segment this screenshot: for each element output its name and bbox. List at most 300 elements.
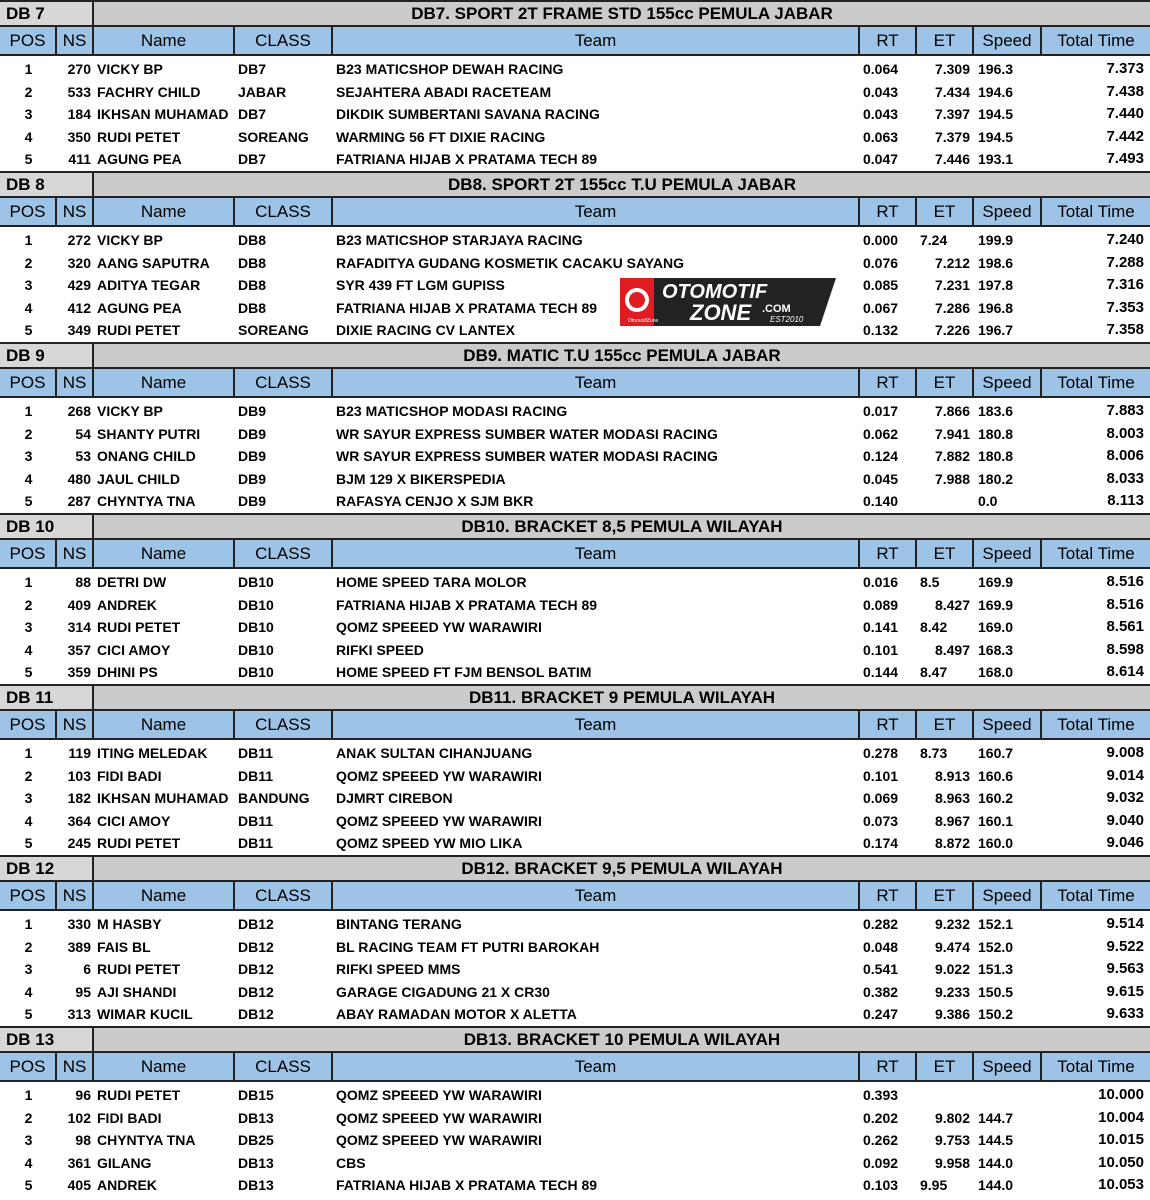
cell-name: GILANG [97, 1154, 152, 1171]
table-row [0, 639, 1150, 662]
cell-et: 9.022 [934, 961, 970, 978]
cell-class: DB11 [238, 835, 274, 852]
cell-et: 8.913 [934, 767, 970, 784]
header-et: ET [917, 882, 974, 909]
header-et: ET [917, 1053, 974, 1080]
cell-name: RUDI PETET [97, 961, 181, 978]
header-rt: RT [860, 882, 917, 909]
cell-pos: 5 [24, 664, 33, 681]
cell-name: DETRI DW [97, 574, 167, 590]
cell-speed: 194.6 [978, 83, 1014, 100]
cell-total-time: 8.113 [1107, 492, 1144, 510]
cell-class: DB8 [238, 299, 267, 316]
cell-speed: 197.8 [978, 277, 1014, 294]
header-pos: POS [0, 198, 57, 225]
cell-et: 8.73 [920, 745, 948, 761]
cell-ns: 53 [75, 448, 91, 465]
cell-ns: 361 [67, 1154, 91, 1171]
cell-team: SYR 439 FT LGM GUPISS [336, 277, 505, 294]
cell-total-time: 7.240 [1106, 231, 1144, 248]
section-title-row [0, 684, 1150, 711]
cell-pos: 4 [24, 983, 33, 1000]
header-pos: POS [0, 1053, 57, 1080]
header-name: Name [94, 27, 235, 54]
watermark-line2: ZONE [690, 300, 752, 325]
cell-rt: 0.124 [863, 448, 899, 465]
cell-name: VICKY BP [97, 232, 163, 248]
header-total-time: Total Time [1057, 886, 1135, 905]
table-row [0, 468, 1150, 491]
cell-name: IKHSAN MUHAMAD [97, 790, 229, 807]
cell-class: DB9 [238, 403, 267, 419]
otomotifzone-watermark-logo [620, 278, 836, 326]
cell-class: JABAR [238, 83, 287, 100]
cell-class: DB7 [238, 106, 267, 123]
cell-class: DB13 [238, 1154, 274, 1171]
race-class-section [0, 342, 1150, 513]
cell-ns: 364 [67, 812, 91, 829]
header-ns: NS [57, 1053, 94, 1080]
cell-rt: 0.048 [863, 938, 899, 955]
table-row [0, 571, 1150, 594]
cell-class: DB11 [238, 745, 274, 761]
table-row [0, 445, 1150, 468]
cell-name: CICI AMOY [97, 812, 171, 829]
table-row [0, 252, 1150, 275]
cell-rt: 0.017 [863, 403, 899, 419]
header-team: Team [333, 711, 860, 738]
header-speed: Speed [974, 1053, 1042, 1080]
cell-team: CBS [336, 1154, 366, 1171]
header-et: ET [917, 540, 974, 567]
header-team: Team [333, 369, 860, 396]
cell-ns: 357 [67, 641, 91, 658]
cell-pos: 3 [24, 1132, 33, 1149]
cell-ns: 95 [75, 983, 91, 1000]
cell-speed: 160.1 [978, 812, 1014, 829]
cell-ns: 88 [75, 574, 91, 590]
cell-et: 7.866 [934, 403, 970, 419]
cell-total-time: 7.353 [1106, 298, 1144, 316]
cell-class: DB7 [238, 151, 267, 168]
cell-et: 8.497 [934, 641, 970, 658]
header-class: CLASS [235, 540, 333, 567]
cell-et: 9.753 [934, 1132, 970, 1149]
cell-speed: 160.6 [978, 767, 1014, 784]
cell-rt: 0.043 [863, 106, 899, 123]
header-rt: RT [860, 198, 917, 225]
cell-pos: 3 [24, 448, 33, 465]
cell-class: DB11 [238, 812, 274, 829]
cell-rt: 0.064 [863, 61, 899, 77]
cell-speed: 144.0 [978, 1154, 1014, 1171]
cell-team: WARMING 56 FT DIXIE RACING [336, 128, 546, 145]
result-rows [0, 911, 1150, 1026]
cell-team: DIKDIK SUMBERTANI SAVANA RACING [336, 106, 600, 123]
cell-et: 7.309 [934, 61, 970, 77]
column-header-row [0, 198, 1150, 227]
result-rows [0, 56, 1150, 171]
cell-team: BJM 129 X BIKERSPEDIA [336, 470, 506, 487]
cell-rt: 0.000 [863, 232, 899, 248]
header-et: ET [917, 198, 974, 225]
table-row [0, 832, 1150, 855]
cell-name: AANG SAPUTRA [97, 254, 210, 271]
cell-name: ONANG CHILD [97, 448, 196, 465]
cell-team: FATRIANA HIJAB X PRATAMA TECH 89 [336, 299, 598, 316]
result-rows [0, 1082, 1150, 1197]
cell-name: DHINI PS [97, 664, 158, 681]
header-name: Name [94, 540, 235, 567]
header-speed: Speed [974, 27, 1042, 54]
header-ns: NS [57, 27, 94, 54]
cell-ns: 96 [75, 1087, 91, 1103]
cell-team: B23 MATICSHOP MODASI RACING [336, 403, 568, 419]
table-row [0, 936, 1150, 959]
column-header-row [0, 1053, 1150, 1082]
cell-name: RUDI PETET [97, 128, 181, 145]
race-class-section [0, 171, 1150, 342]
cell-ns: 54 [75, 425, 91, 442]
cell-rt: 0.144 [863, 664, 899, 681]
cell-class: DB10 [238, 596, 274, 613]
cell-pos: 1 [24, 916, 33, 932]
section-title-row [0, 1026, 1150, 1053]
header-total-time: Total Time [1057, 31, 1135, 50]
header-total-time: Total Time [1057, 373, 1135, 392]
cell-speed: 180.2 [978, 470, 1014, 487]
table-row [0, 81, 1150, 104]
class-code: DB 12 [0, 857, 94, 880]
cell-name: AGUNG PEA [97, 299, 182, 316]
cell-total-time: 9.046 [1106, 834, 1144, 852]
race-class-section [0, 684, 1150, 855]
class-title: DB8. SPORT 2T 155cc T.U PEMULA JABAR [94, 173, 1150, 196]
header-team: Team [333, 1053, 860, 1080]
cell-pos: 2 [24, 254, 33, 271]
cell-ns: 313 [67, 1006, 91, 1023]
race-class-section [0, 0, 1150, 171]
cell-class: DB12 [238, 938, 274, 955]
cell-name: RUDI PETET [97, 1087, 181, 1103]
header-pos: POS [0, 540, 57, 567]
cell-rt: 0.062 [863, 425, 899, 442]
cell-rt: 0.247 [863, 1006, 899, 1023]
cell-name: M HASBY [97, 916, 162, 932]
cell-pos: 1 [24, 745, 33, 761]
cell-team: RIFKI SPEED MMS [336, 961, 461, 978]
cell-total-time: 8.516 [1106, 573, 1144, 590]
cell-name: CHYNTYA TNA [97, 493, 196, 510]
cell-ns: 270 [67, 61, 91, 77]
header-speed: Speed [974, 882, 1042, 909]
cell-total-time: 8.003 [1106, 424, 1144, 442]
cell-pos: 3 [24, 619, 33, 636]
cell-ns: 182 [67, 790, 91, 807]
cell-speed [974, 1084, 1042, 1107]
cell-pos: 1 [24, 574, 33, 590]
cell-rt: 0.016 [863, 574, 899, 590]
class-title: DB9. MATIC T.U 155cc PEMULA JABAR [94, 344, 1150, 367]
cell-total-time: 9.514 [1106, 915, 1144, 932]
cell-pos: 3 [24, 277, 33, 294]
header-ns: NS [57, 198, 94, 225]
cell-pos: 3 [24, 790, 33, 807]
header-name: Name [94, 711, 235, 738]
cell-class: DB13 [238, 1177, 274, 1194]
table-row [0, 297, 1150, 320]
cell-class: BANDUNG [238, 790, 310, 807]
cell-total-time: 7.442 [1106, 127, 1144, 145]
table-row [0, 1003, 1150, 1026]
cell-total-time: 7.358 [1106, 321, 1144, 339]
cell-team: SEJAHTERA ABADI RACETEAM [336, 83, 552, 100]
column-header-row [0, 27, 1150, 56]
cell-rt: 0.089 [863, 596, 899, 613]
table-row [0, 423, 1150, 446]
cell-ns: 412 [67, 299, 91, 316]
cell-class: DB12 [238, 961, 274, 978]
cell-pos: 3 [24, 961, 33, 978]
cell-total-time: 7.288 [1106, 253, 1144, 271]
cell-total-time: 10.015 [1098, 1131, 1144, 1149]
cell-name: RUDI PETET [97, 835, 181, 852]
cell-class: DB12 [238, 983, 274, 1000]
header-ns: NS [57, 540, 94, 567]
class-code: DB 7 [0, 2, 94, 25]
cell-total-time: 8.598 [1106, 640, 1144, 658]
header-rt: RT [860, 1053, 917, 1080]
cell-team: QOMZ SPEEED YW WARAWIRI [336, 1132, 542, 1149]
cell-class: DB13 [238, 1109, 274, 1126]
header-et: ET [917, 711, 974, 738]
section-title-row [0, 171, 1150, 198]
cell-speed: 144.5 [978, 1132, 1014, 1149]
header-class: CLASS [235, 711, 333, 738]
table-row [0, 742, 1150, 765]
header-class: CLASS [235, 369, 333, 396]
header-name: Name [94, 1053, 235, 1080]
header-total-time: Total Time [1057, 715, 1135, 734]
cell-total-time: 10.053 [1098, 1176, 1144, 1194]
cell-speed: 180.8 [978, 448, 1014, 465]
cell-pos: 4 [24, 128, 33, 145]
cell-total-time: 9.633 [1106, 1005, 1144, 1023]
cell-speed: 196.7 [978, 322, 1014, 339]
cell-class: SOREANG [238, 128, 309, 145]
table-row [0, 616, 1150, 639]
cell-speed: 169.0 [978, 619, 1014, 636]
cell-total-time: 10.050 [1098, 1153, 1144, 1171]
header-name: Name [94, 369, 235, 396]
cell-team: QOMZ SPEED YW MIO LIKA [336, 835, 523, 852]
cell-class: DB9 [238, 448, 267, 465]
cell-rt: 0.092 [863, 1154, 899, 1171]
cell-class: DB7 [238, 61, 267, 77]
cell-ns: 349 [67, 322, 91, 339]
header-et: ET [917, 27, 974, 54]
cell-pos: 5 [24, 835, 33, 852]
cell-ns: 533 [67, 83, 91, 100]
section-title-row [0, 513, 1150, 540]
header-class: CLASS [235, 198, 333, 225]
cell-speed: 183.6 [978, 403, 1014, 419]
cell-rt: 0.382 [863, 983, 899, 1000]
header-total-time: Total Time [1057, 202, 1135, 221]
cell-speed: 160.0 [978, 835, 1014, 852]
cell-rt: 0.045 [863, 470, 899, 487]
table-row [0, 661, 1150, 684]
cell-speed: 150.5 [978, 983, 1014, 1000]
cell-speed: 144.0 [978, 1177, 1014, 1194]
cell-class: DB9 [238, 470, 267, 487]
cell-ns: 119 [68, 745, 91, 761]
table-row [0, 765, 1150, 788]
cell-name: FIDI BADI [97, 1109, 162, 1126]
cell-rt: 0.043 [863, 83, 899, 100]
header-rt: RT [860, 540, 917, 567]
class-code: DB 11 [0, 686, 94, 709]
cell-pos: 5 [24, 322, 33, 339]
cell-rt: 0.262 [863, 1132, 899, 1149]
cell-ns: 405 [67, 1177, 91, 1194]
cell-ns: 350 [67, 128, 91, 145]
cell-rt: 0.073 [863, 812, 899, 829]
cell-name: FIDI BADI [97, 767, 162, 784]
cell-rt: 0.140 [863, 493, 899, 510]
section-title-row [0, 0, 1150, 27]
table-row [0, 400, 1150, 423]
watermark-line1: OTOMOTIF [662, 281, 768, 303]
cell-ns: 480 [67, 470, 91, 487]
cell-ns: 389 [67, 938, 91, 955]
cell-name: RUDI PETET [97, 619, 181, 636]
cell-total-time: 9.014 [1106, 766, 1144, 784]
cell-et [917, 1084, 974, 1107]
cell-et: 7.941 [934, 425, 970, 442]
cell-team: GARAGE CIGADUNG 21 X CR30 [336, 983, 550, 1000]
cell-total-time: 8.516 [1106, 595, 1144, 613]
cell-rt: 0.047 [863, 151, 899, 168]
cell-total-time: 9.032 [1106, 789, 1144, 807]
header-class: CLASS [235, 1053, 333, 1080]
watermark-est: EST2010 [770, 315, 804, 324]
header-total-time: Total Time [1057, 544, 1135, 563]
table-row [0, 274, 1150, 297]
cell-speed: 180.8 [978, 425, 1014, 442]
column-header-row [0, 369, 1150, 398]
cell-et: 7.379 [934, 128, 970, 145]
table-row [0, 319, 1150, 342]
cell-team: RAFADITYA GUDANG KOSMETIK CACAKU SAYANG [336, 254, 684, 271]
column-header-row [0, 540, 1150, 569]
cell-team: QOMZ SPEEED YW WARAWIRI [336, 1109, 542, 1126]
cell-rt: 0.101 [863, 767, 899, 784]
section-title-row [0, 855, 1150, 882]
header-pos: POS [0, 711, 57, 738]
cell-pos: 1 [24, 1087, 33, 1103]
cell-ns: 411 [68, 151, 91, 168]
cell-pos: 2 [24, 83, 33, 100]
cell-name: VICKY BP [97, 403, 163, 419]
cell-team: BL RACING TEAM FT PUTRI BAROKAH [336, 938, 600, 955]
table-row [0, 1084, 1150, 1107]
header-pos: POS [0, 27, 57, 54]
cell-team: HOME SPEED TARA MOLOR [336, 574, 527, 590]
cell-total-time: 9.563 [1106, 960, 1144, 978]
table-row [0, 103, 1150, 126]
cell-speed: 198.6 [978, 254, 1014, 271]
cell-class: DB10 [238, 574, 274, 590]
cell-class: DB9 [238, 425, 267, 442]
cell-rt: 0.101 [863, 641, 899, 658]
cell-pos: 5 [24, 151, 33, 168]
cell-ns: 359 [67, 664, 91, 681]
cell-pos: 2 [24, 596, 33, 613]
cell-pos: 1 [24, 403, 33, 419]
cell-et: 7.988 [934, 470, 970, 487]
watermark-suffix: .COM [762, 303, 791, 315]
cell-team: WR SAYUR EXPRESS SUMBER WATER MODASI RACING [336, 425, 718, 442]
cell-name: VICKY BP [97, 61, 163, 77]
cell-speed: 152.0 [978, 938, 1014, 955]
cell-et: 9.232 [934, 916, 970, 932]
header-ns: NS [57, 711, 94, 738]
cell-speed: 151.3 [978, 961, 1014, 978]
class-code: DB 8 [0, 173, 94, 196]
cell-class: DB10 [238, 641, 274, 658]
cell-speed: 168.3 [978, 641, 1014, 658]
class-code: DB 10 [0, 515, 94, 538]
cell-team: QOMZ SPEEED YW WARAWIRI [336, 619, 542, 636]
cell-speed: 196.8 [978, 299, 1014, 316]
table-row [0, 490, 1150, 513]
cell-class: DB10 [238, 619, 274, 636]
cell-team: DJMRT CIREBON [336, 790, 453, 807]
cell-speed: 193.1 [978, 151, 1014, 168]
header-pos: POS [0, 882, 57, 909]
result-rows [0, 227, 1150, 342]
cell-total-time: 7.373 [1106, 60, 1144, 77]
cell-team: FATRIANA HIJAB X PRATAMA TECH 89 [336, 151, 598, 168]
cell-name: AJI SHANDI [97, 983, 177, 1000]
cell-rt: 0.103 [863, 1177, 899, 1194]
cell-speed: 144.7 [978, 1109, 1014, 1126]
header-total-time: Total Time [1057, 1057, 1135, 1076]
cell-class: DB15 [238, 1087, 274, 1103]
cell-et: 7.286 [934, 299, 970, 316]
cell-speed: 194.5 [978, 106, 1014, 123]
class-code: DB 13 [0, 1028, 94, 1051]
cell-pos: 3 [24, 106, 33, 123]
cell-et: 8.47 [920, 664, 948, 681]
cell-name: ITING MELEDAK [97, 745, 208, 761]
cell-et: 7.212 [934, 254, 970, 271]
header-team: Team [333, 27, 860, 54]
cell-pos: 2 [24, 938, 33, 955]
cell-team: RIFKI SPEED [336, 641, 424, 658]
cell-et: 8.872 [934, 835, 970, 852]
section-title-row [0, 342, 1150, 369]
cell-total-time: 7.493 [1106, 150, 1144, 168]
cell-total-time: 9.615 [1106, 982, 1144, 1000]
cell-rt: 0.282 [863, 916, 899, 932]
cell-class: DB9 [238, 493, 267, 510]
cell-et: 8.5 [920, 574, 940, 590]
cell-name: JAUL CHILD [97, 470, 180, 487]
cell-class: DB25 [238, 1132, 274, 1149]
cell-ns: 184 [67, 106, 91, 123]
